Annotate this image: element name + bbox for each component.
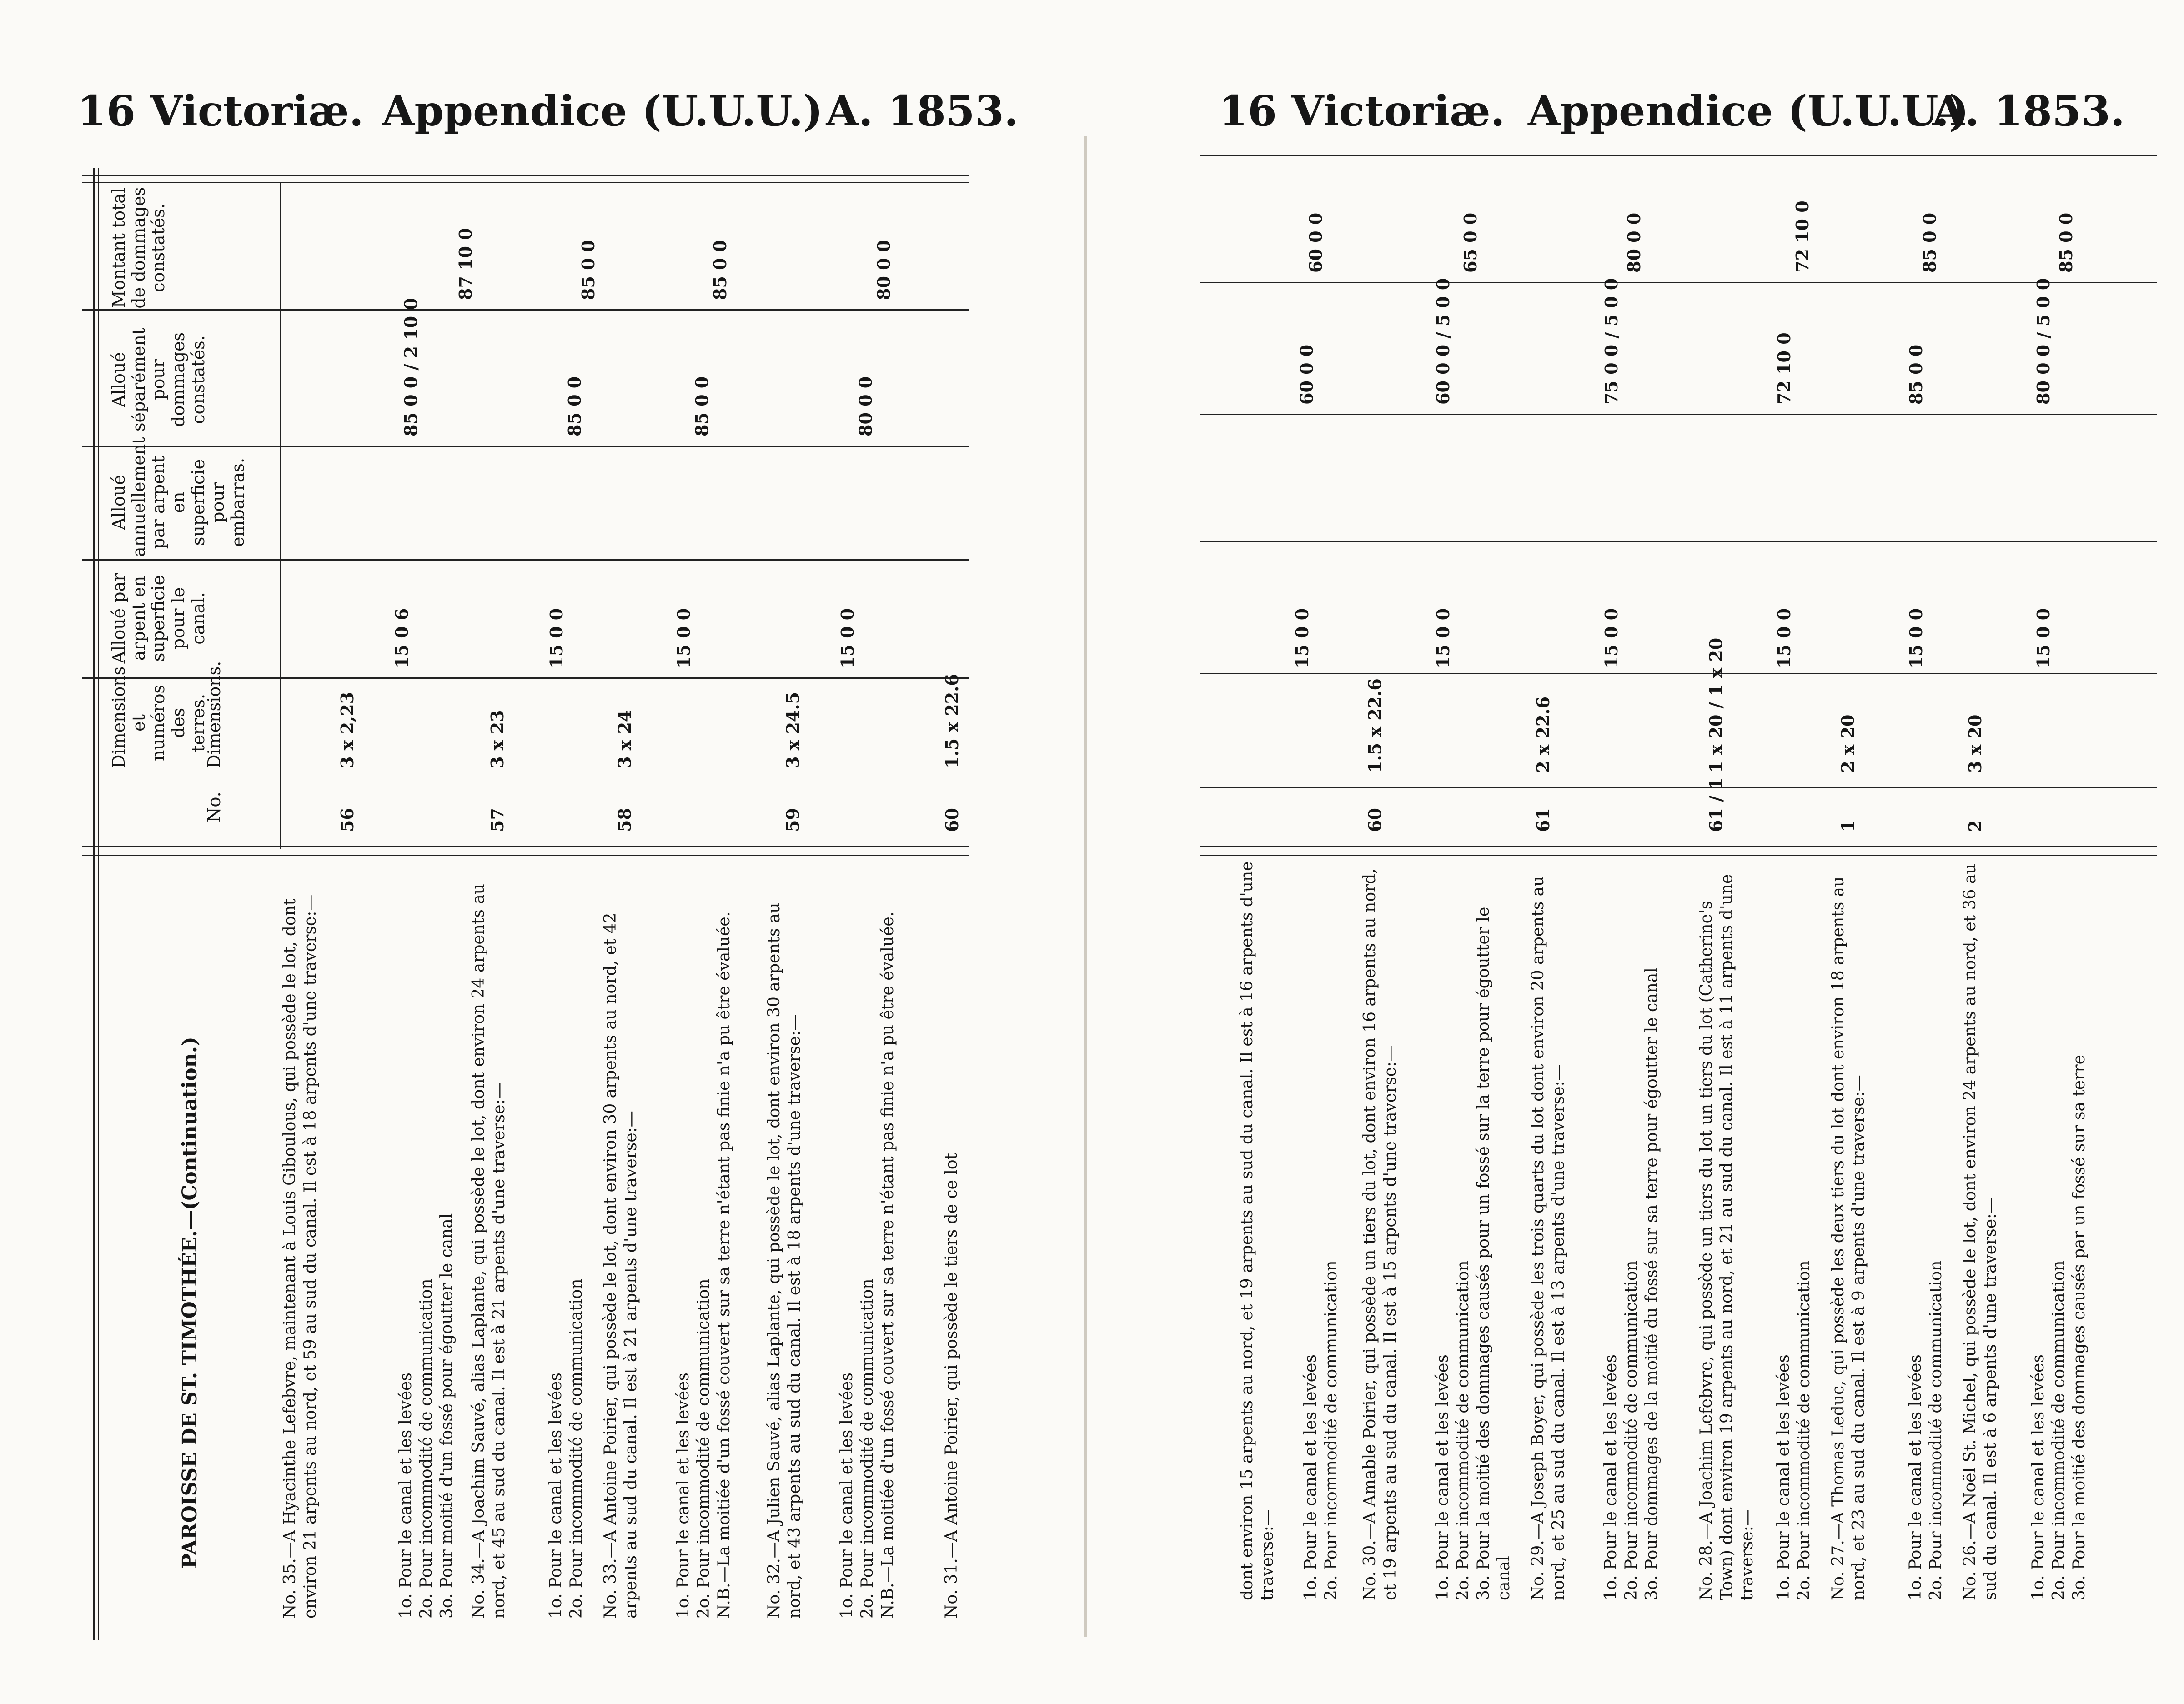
separ-amount: 85 0 0 [692, 376, 712, 436]
total-amount: 85 0 0 [2056, 212, 2076, 273]
total-amount: 80 0 0 [1624, 212, 1644, 273]
total-amount: 60 0 0 [1305, 212, 1326, 273]
entry-item: 2o. Pour incommodité de communication [567, 1278, 586, 1619]
column-divider [82, 559, 969, 561]
entry-item: 2o. Pour incommodité de communication [417, 1278, 436, 1619]
header-center: Appendice (U.U.U.) [382, 86, 823, 135]
left-page [0, 0, 1082, 1704]
entry-text: No. 33.—A Antoine Poirier, qui possède le lot, dont environ 30 arpents au nord, et 42 arpents au sud du canal. Il est à 21 arpents d'une traverse:— [601, 912, 640, 1619]
total-amount: 87 10 0 [455, 228, 476, 300]
page-header [0, 86, 1082, 159]
separ-amount: 85 0 0 / 2 10 0 [401, 298, 421, 436]
table-left-rule [93, 168, 95, 1640]
canal-amount: 15 0 0 [1906, 608, 1926, 668]
lot-dims: 3 x 24 [614, 710, 635, 768]
lot-dims: 3 x 2,23 [337, 692, 357, 768]
canal-amount: 15 0 0 [546, 608, 567, 668]
total-amount: 85 0 0 [578, 240, 598, 300]
entry-item: 2o. Pour incommodité de communication [694, 1278, 713, 1619]
column-divider [1200, 541, 2157, 542]
entry-text: No. 32.—A Julien Sauvé, alias Laplante, qui possède le lot, dont environ 30 arpents au nord, et 43 arpents au sud du canal. Il est à 18 arpents d'une traverse:— [765, 902, 804, 1619]
lot-dims: 3 x 23 [487, 710, 507, 768]
page-gutter [1084, 136, 1087, 1637]
entry-item: 1o. Pour le canal et les levées [674, 1373, 693, 1619]
column-header-no: No. [204, 792, 224, 822]
entry-item: 1o. Pour le canal et les levées [397, 1373, 415, 1619]
entry-text: No. 26.—A Noël St. Michel, qui possède le lot, dont environ 24 arpents au nord, et 36 au sud du canal. Il est à 6 arpents d'une traverse:— [1961, 863, 2000, 1600]
entry-note: N.B.—La moitiée d'un fossé couvert sur sa terre n'étant pas finie n'a pu être évaluée. [715, 911, 733, 1619]
separ-amount: 80 0 0 / 5 0 0 [2033, 278, 2053, 405]
column-divider [82, 446, 969, 447]
entry-item: 3o. Pour la moitié des dommages causés pour un fossé sur la terre pour égoutter le canal [1474, 907, 1513, 1600]
header-left: 16 Victoriæ. [1219, 86, 1505, 135]
right-page [1119, 0, 2184, 1704]
entry-item: 2o. Pour incommodité de communication [1795, 1260, 1813, 1600]
entry-item: 1o. Pour le canal et les levées [2029, 1354, 2048, 1600]
entry-item: 2o. Pour incommodité de communication [858, 1278, 877, 1619]
lot-dims: 3 x 20 [1965, 714, 1985, 773]
lot-number: 56 [337, 808, 357, 832]
canal-amount: 15 0 0 [1433, 608, 1453, 668]
column-divider [1200, 414, 2157, 415]
column-header-canal: Alloué par arpent en superficie pour le canal. [109, 573, 208, 664]
lot-number: 60 [942, 808, 962, 832]
lot-number: 60 [1365, 808, 1385, 832]
total-amount: 80 0 0 [874, 240, 894, 300]
lot-dims: 1 x 20 / 1 x 20 [1706, 637, 1726, 773]
entry-item: 1o. Pour le canal et les levées [1774, 1354, 1793, 1600]
column-divider [82, 846, 969, 847]
canal-amount: 15 0 0 [1774, 608, 1794, 668]
column-header-separ: Alloué séparément pour dommages constatés. [109, 328, 208, 431]
header-center: Appendice (U.U.U.) [1528, 86, 1969, 135]
separ-amount: 85 0 0 [1906, 344, 1926, 405]
separ-amount: 80 0 0 [855, 376, 876, 436]
total-amount: 72 10 0 [1792, 200, 1812, 273]
canal-amount: 15 0 6 [392, 608, 412, 668]
entry-text: No. 27.—A Thomas Leduc, qui possède les deux tiers du lot dont environ 18 arpents au nord, et 23 au sud du canal. Il est à 9 arpents d'une traverse:— [1829, 876, 1868, 1600]
entry-text: No. 29.—A Joseph Boyer, qui possède les trois quarts du lot dont environ 20 arpents au nord, et 25 au sud du canal. Il est à 13 arpents d'une traverse:— [1529, 876, 1568, 1600]
table-left-rule-2 [98, 168, 99, 1640]
entry-item: 1o. Pour le canal et les levées [1301, 1354, 1320, 1600]
entry-text: No. 35.—A Hyacinthe Lefebvre, maintenant à Louis Giboulous, qui possède le lot, dont environ 21 arpents au nord, et 59 au sud du canal. Il est à 18 arpents d'une traverse:— [281, 894, 320, 1619]
table-top-rule-2 [82, 182, 969, 183]
lot-dims: 2 x 20 [1838, 714, 1858, 773]
section-title: PAROISSE DE ST. TIMOTHÉE.—(Continuation.) [178, 1037, 201, 1569]
entry-item: 2o. Pour incommodité de communication [1622, 1260, 1641, 1600]
header-right: A. 1853. [1932, 86, 2125, 135]
total-amount: 65 0 0 [1460, 212, 1481, 273]
separ-amount: 72 10 0 [1774, 332, 1794, 405]
entry-item: 3o. Pour moitié d'un fossé pour égoutter le canal [437, 1213, 456, 1619]
canal-amount: 15 0 0 [2033, 608, 2053, 668]
entry-item: 2o. Pour incommodité de communication [1454, 1260, 1472, 1600]
entry-item: 3o. Pour la moitié des dommages causés par un fossé sur sa terre [2070, 1055, 2089, 1600]
canal-amount: 15 0 0 [837, 608, 858, 668]
entry-text: No. 31.—A Antoine Poirier, qui possède le tiers de ce lot [942, 1153, 961, 1619]
entry-item: 1o. Pour le canal et les levées [1433, 1354, 1452, 1600]
canal-amount: 15 0 0 [1601, 608, 1622, 668]
column-divider [82, 855, 969, 856]
lot-number: 1 [1838, 820, 1858, 832]
canal-amount: 15 0 0 [673, 608, 694, 668]
column-divider [82, 309, 969, 311]
column-header-total: Montant total de dommages constatés. [109, 187, 169, 309]
table-top-rule [82, 175, 969, 176]
entry-item: 2o. Pour incommodité de communication [2049, 1260, 2068, 1600]
lot-number: 61 [1533, 808, 1553, 832]
entry-note: N.B.—La moitiée d'un fossé couvert sur sa terre n'étant pas finie n'a pu être évaluée. [879, 911, 897, 1619]
entry-item: 1o. Pour le canal et les levées [838, 1373, 856, 1619]
column-divider [1200, 282, 2157, 283]
column-divider [1200, 155, 2157, 156]
entry-item: 1o. Pour le canal et les levées [1602, 1354, 1620, 1600]
entry-text: No. 30.—A Amable Poirier, qui possède un tiers du lot, dont environ 16 arpents au nord, et 19 arpents au sud du canal. Il est à 15 arpents d'une traverse:— [1361, 868, 1400, 1600]
lot-number: 2 [1965, 820, 1985, 832]
column-divider [1200, 673, 2157, 674]
separ-amount: 60 0 0 [1296, 344, 1317, 405]
entry-text: dont environ 15 arpents au nord, et 19 arpents au sud du canal. Il est à 16 arpents d'une traverse:— [1238, 861, 1277, 1600]
lot-dims: 1.5 x 22.6 [1365, 678, 1385, 773]
separ-amount: 60 0 0 / 5 0 0 [1433, 278, 1453, 405]
entry-item: 1o. Pour le canal et les levées [547, 1373, 565, 1619]
separ-amount: 75 0 0 / 5 0 0 [1601, 278, 1622, 405]
column-header-dim: Dimensions. [204, 661, 224, 768]
lot-dims: 1.5 x 22.6 [942, 674, 962, 768]
entry-item: 2o. Pour incommodité de communication [1322, 1260, 1341, 1600]
lot-number: 61 / 1 [1706, 777, 1726, 832]
column-header-dimensions: Dimensions et numéros des terres. [109, 666, 208, 768]
total-amount: 85 0 0 [1919, 212, 1940, 273]
column-divider [1200, 855, 2157, 856]
lot-dims: 3 x 24.5 [783, 692, 803, 768]
lot-number: 58 [614, 808, 635, 832]
entry-item: 3o. Pour dommages de la moitié du fossé sur sa terre pour égoutter le canal [1642, 967, 1661, 1600]
column-divider [1200, 787, 2157, 788]
separ-amount: 85 0 0 [564, 376, 585, 436]
lot-number: 57 [487, 808, 507, 832]
entry-text: No. 28.—A Joachim Lefebvre, qui possède un tiers du lot un tiers du lot (Catherine's Town) dont environ 19 arpents au nord, et 21 au sud du canal. Il est à 11 arpents d'une traverse:— [1697, 874, 1757, 1600]
header-rule [280, 182, 281, 849]
canal-amount: 15 0 0 [1292, 608, 1312, 668]
entry-item: 1o. Pour le canal et les levées [1906, 1354, 1925, 1600]
total-amount: 85 0 0 [710, 240, 730, 300]
page-header [1119, 86, 2184, 159]
lot-dims: 2 x 22.6 [1533, 696, 1553, 773]
header-right: A. 1853. [826, 86, 1019, 135]
column-divider [1200, 846, 2157, 847]
entry-item: 2o. Pour incommodité de communication [1927, 1260, 1945, 1600]
column-header-annuel: Alloué annuellement par arpent en superficie pour embarras. [109, 437, 248, 557]
entry-text: No. 34.—A Joachim Sauvé, alias Laplante, qui possède le lot, dont environ 24 arpents au nord, et 45 au sud du canal. Il est à 21 arpents d'une traverse:— [469, 884, 508, 1619]
lot-number: 59 [783, 808, 803, 832]
header-left: 16 Victoriæ. [77, 86, 364, 135]
